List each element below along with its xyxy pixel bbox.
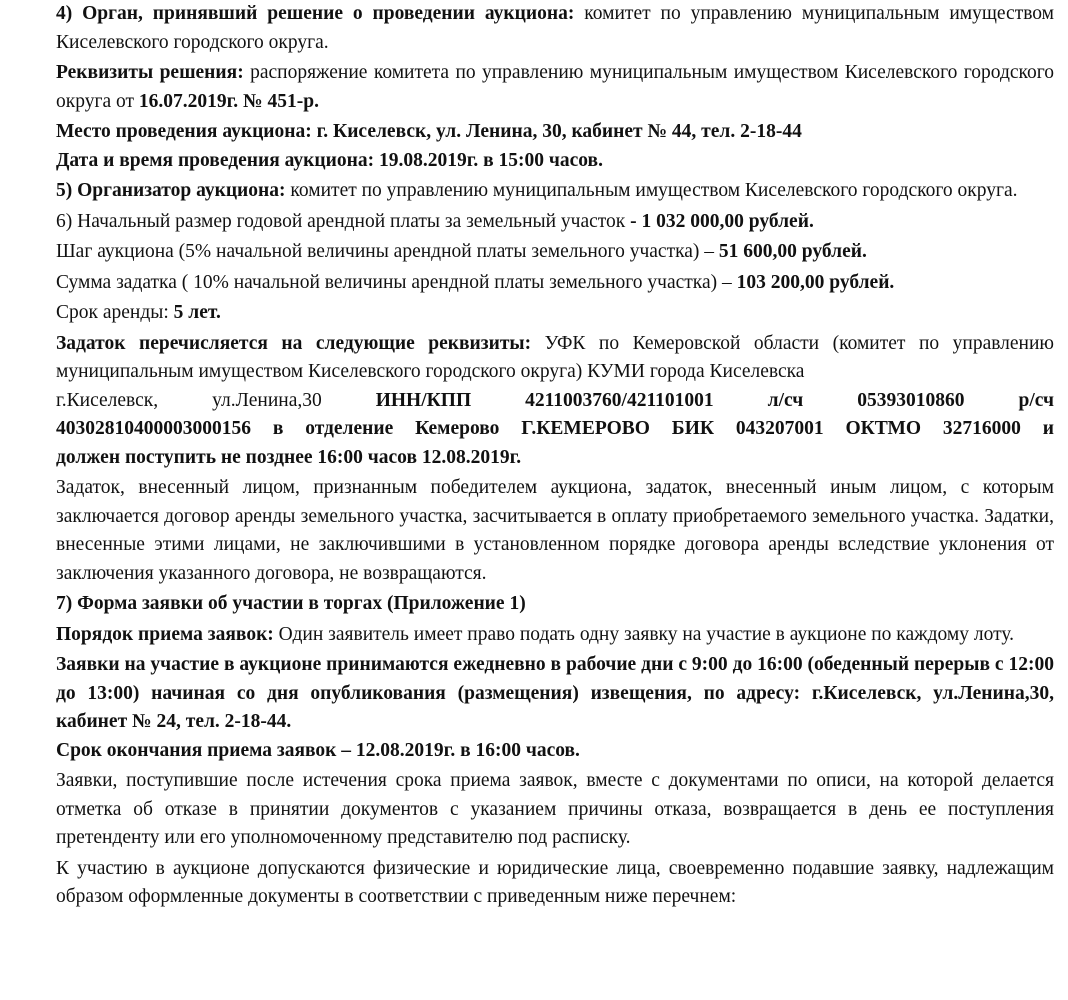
- inn-kpp-label: ИНН/КПП: [375, 389, 472, 411]
- late-applications-paragraph: [56, 767, 1054, 853]
- lease-term-line: [56, 299, 1054, 328]
- organizer-label: 5) Организатор аукциона:: [56, 180, 286, 201]
- admission-text: К участию в аукционе допускаются физические и юридические лица, своевременно подавшие заявку, надлежащим образом оформленные документы в соответствии с приведенным ниже перечнем:: [56, 857, 1054, 907]
- deposit-rules-paragraph: [56, 474, 1054, 588]
- settlement-account-label: р/сч: [1018, 389, 1054, 411]
- application-order-label: Порядок приема заявок:: [56, 623, 274, 645]
- auction-place-text: Место проведения аукциона: г. Киселевск, ул. Ленина, 30, кабинет № 44, тел. 2-18-44: [56, 121, 802, 142]
- personal-account-value: 05393010860: [857, 389, 965, 411]
- application-form-text: 7) Форма заявки об участии в торгах (Приложение 1): [56, 593, 526, 614]
- lease-term-value: 5 лет.: [173, 302, 221, 323]
- auction-datetime-text: Дата и время проведения аукциона: 19.08.2019г. в 15:00 часов.: [56, 149, 603, 171]
- deposit-amount-value: 103 200,00 рублей.: [736, 271, 895, 293]
- deposit-requisites-label: Задаток перечисляется на следующие реквизиты:: [56, 332, 532, 354]
- admission-paragraph: [56, 855, 1054, 912]
- deposit-amount-line: [56, 269, 1054, 298]
- organ-value: комитет по управлению муниципальным имуществом Киселевского городского округа.: [56, 3, 1055, 53]
- auction-step-line: [56, 238, 1054, 267]
- application-order-paragraph: [56, 621, 1054, 650]
- application-order-value: Один заявитель имеет право подать одну заявку на участие в аукционе по каждому лоту.: [278, 623, 1015, 645]
- inn-kpp-value: 4211003760/421101001: [525, 389, 714, 411]
- account-line-text: 40302810400003000156 в отделение Кемерово Г.КЕМЕРОВО БИК 043207001 ОКТМО 32716000 и: [56, 418, 1054, 439]
- application-deadline-text: Срок окончания приема заявок – 12.08.2019г. в 16:00 часов.: [56, 739, 580, 761]
- deposit-requisites-value: УФК по Кемеровской области (комитет по управлению муниципальным имуществом Киселевского городского округа) КУМИ города Киселевска: [56, 332, 1054, 382]
- organizer-value: комитет по управлению муниципальным имуществом Киселевского городского округа.: [290, 180, 1018, 201]
- decision-details-number: 16.07.2019г. № 451-р.: [138, 90, 319, 112]
- address-city: г.Киселевск,: [56, 389, 159, 411]
- account-line: [56, 415, 1054, 444]
- lease-term-text: Срок аренды:: [56, 302, 169, 323]
- auction-step-value: 51 600,00 рублей.: [718, 241, 867, 262]
- organ-paragraph: [56, 0, 1054, 57]
- deposit-requisites-paragraph: [56, 330, 1054, 387]
- application-hours-paragraph: [56, 651, 1054, 737]
- auction-datetime: [56, 147, 1054, 176]
- deposit-deadline-text: должен поступить не позднее 16:00 часов 12.08.2019г.: [56, 446, 522, 468]
- personal-account-label: л/сч: [767, 389, 804, 411]
- decision-details-value: распоряжение комитета по управлению муниципальным имуществом Киселевского городского округа от: [56, 62, 1055, 112]
- deposit-rules-text: Задаток, внесенный лицом, признанным победителем аукциона, задаток, внесенный иным лицом, с которым заключается договор аренды земельного участка, засчитывается в оплату приобретаемого земельного участка. Задатки, внесенные этими лицами, не заключившими в установленном порядке договора аренды вследствие уклонения от заключения указанного договора, не возвращаются.: [56, 477, 1054, 584]
- initial-rent-value: - 1 032 000,00 рублей.: [630, 210, 814, 232]
- document-page: [56, 0, 1054, 912]
- auction-place: [56, 118, 1054, 147]
- organizer-paragraph: [56, 177, 1054, 206]
- bank-details-line: [56, 387, 1054, 416]
- application-form-heading: [56, 590, 1054, 619]
- application-hours-text: Заявки на участие в аукционе принимаются ежедневно в рабочие дни с 9:00 до 16:00 (обеденный перерыв с 12:00 до 13:00) начиная со дня опубликования (размещения) извещения, по адресу: г.Киселевск, ул.Ленина,30, кабинет № 24, тел. 2-18-44.: [56, 654, 1054, 732]
- initial-rent-line: [56, 208, 1054, 237]
- auction-step-text: Шаг аукциона (5% начальной величины арендной платы земельного участка) –: [56, 241, 715, 262]
- organ-label: 4) Орган, принявший решение о проведении аукциона:: [56, 3, 575, 24]
- deposit-amount-text: Сумма задатка ( 10% начальной величины арендной платы земельного участка) –: [56, 271, 732, 293]
- decision-details-label: Реквизиты решения:: [56, 62, 244, 83]
- late-applications-text: Заявки, поступившие после истечения срока приема заявок, вместе с документами по описи, на которой делается отметка об отказе в принятии документов с указанием причины отказа, возвращается в день ее поступления претенденту или его уполномоченному представителю под расписку.: [56, 770, 1054, 848]
- address-street: ул.Ленина,30: [212, 389, 322, 411]
- decision-details-paragraph: [56, 59, 1054, 116]
- application-deadline: [56, 737, 1054, 766]
- deposit-deadline: [56, 444, 1054, 473]
- initial-rent-text: 6) Начальный размер годовой арендной платы за земельный участок: [56, 210, 626, 232]
